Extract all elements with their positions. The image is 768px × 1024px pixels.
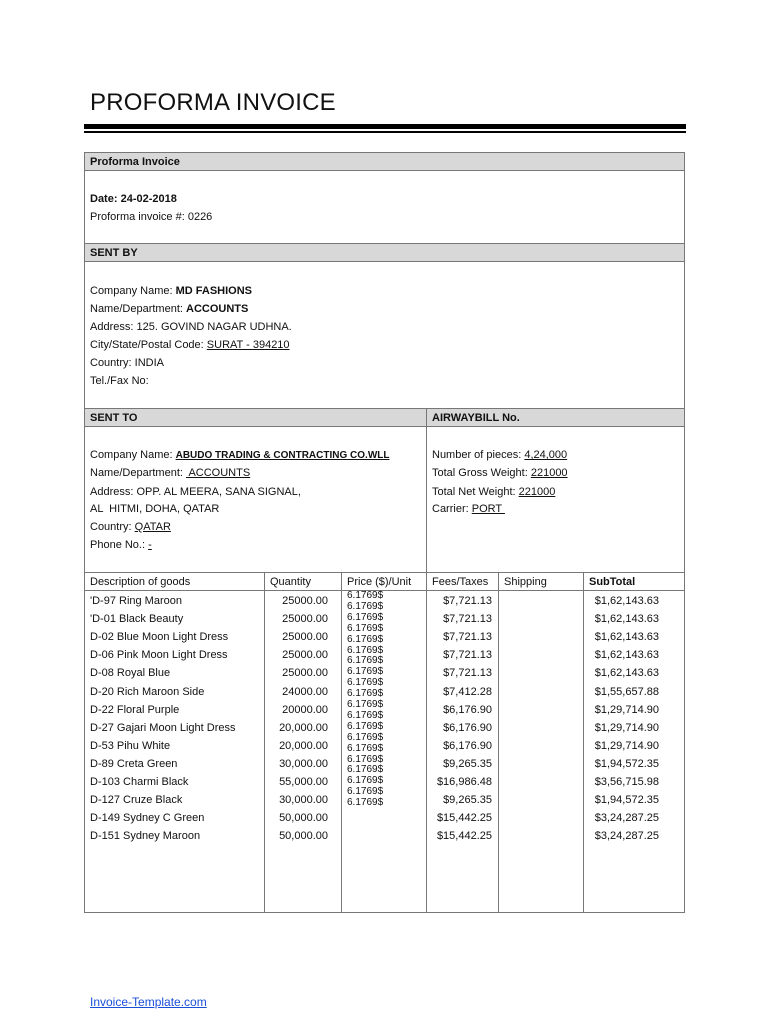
- row-quantity: 24000.00: [282, 686, 328, 698]
- col-divider-quantity: [264, 572, 265, 913]
- row-quantity: 25000.00: [282, 595, 328, 607]
- sender-city-label: City/State/Postal Code:: [90, 339, 204, 351]
- row-description: D-149 Sydney C Green: [90, 812, 205, 824]
- row-subtotal: $3,24,287.25: [594, 812, 659, 824]
- row-quantity: 25000.00: [282, 631, 328, 643]
- sender-company-line: [90, 285, 252, 297]
- price-value: 6.1769$: [347, 666, 384, 677]
- row-description: D-151 Sydney Maroon: [90, 830, 201, 842]
- price-value: 6.1769$: [347, 786, 384, 797]
- price-value: 6.1769$: [347, 775, 384, 786]
- date-line: [90, 193, 177, 205]
- col-header-subtotal: SubTotal: [589, 576, 636, 588]
- sender-address-label: Address:: [90, 321, 134, 333]
- row-subtotal: $1,62,143.63: [594, 649, 659, 661]
- sender-country-line: [90, 357, 164, 369]
- row-subtotal: $1,29,714.90: [594, 722, 659, 734]
- col-divider-fees: [426, 572, 427, 913]
- col-header-fees: Fees/Taxes: [432, 576, 489, 588]
- row-quantity: 25000.00: [282, 667, 328, 679]
- recipient-dept-line: [90, 467, 250, 479]
- row-quantity: 20000.00: [282, 704, 328, 716]
- gross-weight-label: Total Gross Weight:: [432, 467, 528, 479]
- net-weight-label: Total Net Weight:: [432, 486, 516, 498]
- row-fees: $15,442.25: [436, 812, 492, 824]
- row-fees: $6,176.90: [443, 704, 492, 716]
- pieces-line: [432, 449, 567, 461]
- row-subtotal: $3,56,715.98: [594, 776, 659, 788]
- recipient-country-label: Country:: [90, 521, 132, 533]
- net-weight-value: 221000: [518, 486, 556, 498]
- row-subtotal: $1,29,714.90: [594, 740, 659, 752]
- row-description: 'D-01 Black Beauty: [90, 613, 184, 625]
- col-header-quantity: Quantity: [270, 576, 311, 588]
- row-quantity: 30,000.00: [279, 758, 328, 770]
- row-quantity: 25000.00: [282, 649, 328, 661]
- row-description: D-53 Pihu White: [90, 740, 171, 752]
- row-description: D-06 Pink Moon Light Dress: [90, 649, 228, 661]
- carrier-line: [432, 503, 505, 515]
- row-fees: $16,986.48: [436, 776, 492, 788]
- row-description: 'D-97 Ring Maroon: [90, 595, 182, 607]
- row-description: D-89 Creta Green: [90, 758, 178, 770]
- price-value: 6.1769$: [347, 601, 384, 612]
- row-subtotal: $1,94,572.35: [594, 758, 659, 770]
- title-rule-thin: [84, 131, 686, 133]
- row-fees: $7,721.13: [443, 595, 492, 607]
- sender-dept-label: Name/Department:: [90, 303, 183, 315]
- price-value: 6.1769$: [347, 623, 384, 634]
- price-value: 6.1769$: [347, 710, 384, 721]
- row-quantity: 50,000.00: [279, 830, 328, 842]
- price-value: 6.1769$: [347, 754, 384, 765]
- recipient-dept-value: ACCOUNTS: [186, 467, 251, 479]
- row-subtotal: $1,62,143.63: [594, 667, 659, 679]
- row-subtotal: $1,94,572.35: [594, 794, 659, 806]
- col-header-description: Description of goods: [90, 576, 191, 588]
- price-value: 6.1769$: [347, 732, 384, 743]
- sent-to-header: SENT TO: [84, 408, 427, 427]
- recipient-company-label: Company Name:: [90, 449, 173, 461]
- col-divider-price: [341, 572, 342, 913]
- price-value: 6.1769$: [347, 590, 384, 601]
- row-description: D-08 Royal Blue: [90, 667, 171, 679]
- document-title: PROFORMA INVOICE: [90, 89, 336, 116]
- gross-weight-line: [432, 467, 568, 479]
- col-header-shipping: Shipping: [504, 576, 547, 588]
- price-value: 6.1769$: [347, 797, 384, 808]
- sender-company-value: MD FASHIONS: [175, 285, 253, 297]
- row-fees: $7,721.13: [443, 649, 492, 661]
- row-fees: $9,265.35: [443, 758, 492, 770]
- sent-to-divider: [426, 408, 427, 573]
- price-value: 6.1769$: [347, 688, 384, 699]
- invoice-number-value: 0226: [187, 211, 213, 223]
- row-description: D-103 Charmi Black: [90, 776, 189, 788]
- sender-address-value: 125. GOVIND NAGAR UDHNA.: [136, 321, 292, 333]
- row-subtotal: $1,55,657.88: [594, 686, 659, 698]
- sender-company-label: Company Name:: [90, 285, 173, 297]
- recipient-company-line: [90, 449, 389, 461]
- row-subtotal: $1,62,143.63: [594, 631, 659, 643]
- proforma-header: Proforma Invoice: [84, 152, 685, 171]
- invoice-number-label: Proforma invoice #:: [90, 211, 185, 223]
- row-fees: $7,721.13: [443, 667, 492, 679]
- recipient-dept-label: Name/Department:: [90, 467, 183, 479]
- row-quantity: 30,000.00: [279, 794, 328, 806]
- row-quantity: 50,000.00: [279, 812, 328, 824]
- row-quantity: 20,000.00: [279, 740, 328, 752]
- price-value: 6.1769$: [347, 655, 384, 666]
- recipient-address-line: [90, 486, 301, 498]
- price-value: 6.1769$: [347, 634, 384, 645]
- sender-country-value: INDIA: [134, 357, 164, 369]
- price-value: 6.1769$: [347, 677, 384, 688]
- price-value: 6.1769$: [347, 699, 384, 710]
- sender-tel-label: Tel./Fax No:: [90, 375, 149, 387]
- sender-dept-value: ACCOUNTS: [186, 303, 249, 315]
- sender-dept-line: [90, 303, 248, 315]
- row-fees: $15,442.25: [436, 830, 492, 842]
- sender-city-line: [90, 339, 290, 351]
- row-subtotal: $1,62,143.63: [594, 595, 659, 607]
- sender-country-label: Country:: [90, 357, 132, 369]
- col-divider-shipping: [498, 572, 499, 913]
- gross-weight-value: 221000: [530, 467, 568, 479]
- col-header-price: Price ($)/Unit: [347, 576, 412, 588]
- row-fees: $9,265.35: [443, 794, 492, 806]
- price-value: 6.1769$: [347, 612, 384, 623]
- recipient-phone-label: Phone No.:: [90, 539, 146, 551]
- row-fees: $6,176.90: [443, 740, 492, 752]
- row-description: D-27 Gajari Moon Light Dress: [90, 722, 236, 734]
- row-description: D-22 Floral Purple: [90, 704, 180, 716]
- net-weight-line: [432, 486, 555, 498]
- airwaybill-header: AIRWAYBILL No.: [426, 408, 685, 427]
- row-subtotal: $3,24,287.25: [594, 830, 659, 842]
- recipient-phone-line: [90, 539, 152, 551]
- pieces-label: Number of pieces:: [432, 449, 522, 461]
- row-quantity: 55,000.00: [279, 776, 328, 788]
- row-subtotal: $1,62,143.63: [594, 613, 659, 625]
- sent-by-header: SENT BY: [84, 243, 685, 262]
- price-value: 6.1769$: [347, 743, 384, 754]
- recipient-company-value: ABUDO TRADING & CONTRACTING CO.WLL: [175, 450, 390, 461]
- row-description: D-20 Rich Maroon Side: [90, 686, 205, 698]
- sender-address-line: [90, 321, 292, 333]
- row-fees: $7,412.28: [443, 686, 492, 698]
- row-description: D-02 Blue Moon Light Dress: [90, 631, 229, 643]
- pieces-value: 4,24,000: [524, 449, 568, 461]
- carrier-label: Carrier:: [432, 503, 469, 515]
- price-value: 6.1769$: [347, 721, 384, 732]
- row-fees: $7,721.13: [443, 613, 492, 625]
- date-label: Date:: [90, 193, 118, 205]
- carrier-value: PORT: [471, 503, 505, 515]
- row-quantity: 20,000.00: [279, 722, 328, 734]
- recipient-phone-value: -: [148, 539, 152, 551]
- sender-city-value: SURAT - 394210: [206, 339, 290, 351]
- recipient-country-value: QATAR: [134, 521, 171, 533]
- goods-header-rule: [84, 590, 685, 591]
- price-value: 6.1769$: [347, 764, 384, 775]
- recipient-address-value-1: OPP. AL MEERA, SANA SIGNAL,: [136, 486, 301, 498]
- row-fees: $7,721.13: [443, 631, 492, 643]
- date-value: 24-02-2018: [120, 193, 177, 205]
- title-rule-thick: [84, 124, 686, 129]
- row-description: D-127 Cruze Black: [90, 794, 183, 806]
- row-quantity: 25000.00: [282, 613, 328, 625]
- recipient-country-line: [90, 521, 171, 533]
- recipient-address-label: Address:: [90, 486, 134, 498]
- row-subtotal: $1,29,714.90: [594, 704, 659, 716]
- price-value: 6.1769$: [347, 645, 384, 656]
- recipient-address-value-2: AL HITMI, DOHA, QATAR: [90, 503, 220, 515]
- col-divider-subtotal: [583, 572, 584, 913]
- row-fees: $6,176.90: [443, 722, 492, 734]
- invoice-template-link[interactable]: Invoice-Template.com: [90, 995, 207, 1009]
- invoice-number-line: [90, 211, 212, 223]
